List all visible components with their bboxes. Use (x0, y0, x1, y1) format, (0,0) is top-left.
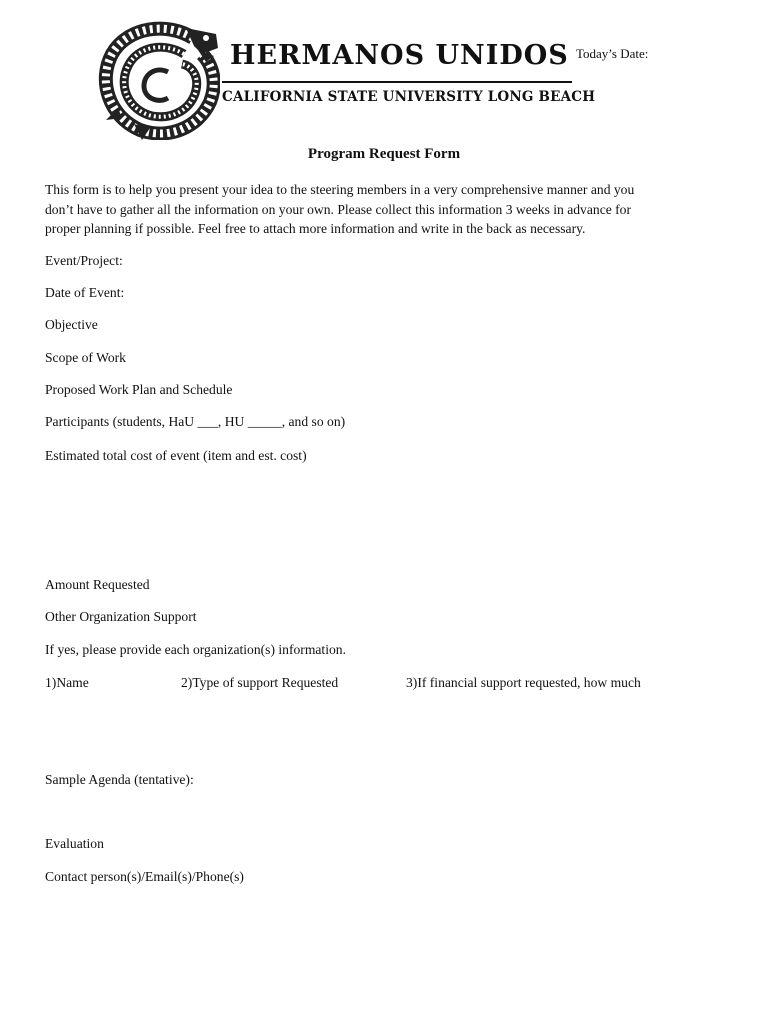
work-plan-label: Proposed Work Plan and Schedule (45, 382, 233, 397)
intro-line: This form is to help you present your idea to the steering members in a very comprehensive manner and you (45, 182, 635, 197)
sample-agenda-label: Sample Agenda (tentative): (45, 772, 194, 787)
organization-subtitle: CALIFORNIA STATE UNIVERSITY LONG BEACH (222, 89, 596, 105)
intro-line: proper planning if possible. Feel free to attach more information and write in the back as necessary. (45, 221, 586, 236)
form-title: Program Request Form (307, 146, 461, 162)
column-name: 1)Name (45, 675, 89, 690)
estimated-cost-label: Estimated total cost of event (item and est. cost) (45, 448, 307, 463)
intro-line: don’t have to gather all the information on your own. Please collect this information 3 weeks in advance for (45, 201, 632, 217)
evaluation-label: Evaluation (45, 836, 104, 851)
amount-requested-label: Amount Requested (45, 577, 150, 592)
organization-name: HERMANOS UNIDOS (230, 40, 569, 71)
aztec-serpent-logo-icon (98, 20, 220, 140)
column-support-type: 2)Type of support Requested (181, 675, 339, 690)
todays-date-label: Today’s Date: (576, 46, 649, 61)
objective-label: Objective (45, 317, 98, 332)
header-divider (222, 81, 572, 83)
if-yes-label: If yes, please provide each organization(s) information. (45, 642, 346, 657)
date-of-event-label: Date of Event: (45, 285, 125, 300)
intro-paragraph (45, 180, 735, 239)
scope-of-work-label: Scope of Work (45, 350, 126, 365)
other-support-label: Other Organization Support (45, 609, 197, 624)
participants-label: Participants (students, HaU ___, HU _____, and so on) (45, 414, 346, 429)
event-project-label: Event/Project: (45, 253, 123, 268)
column-financial-amount: 3)If financial support requested, how much (406, 675, 641, 690)
contact-label: Contact person(s)/Email(s)/Phone(s) (45, 869, 244, 884)
